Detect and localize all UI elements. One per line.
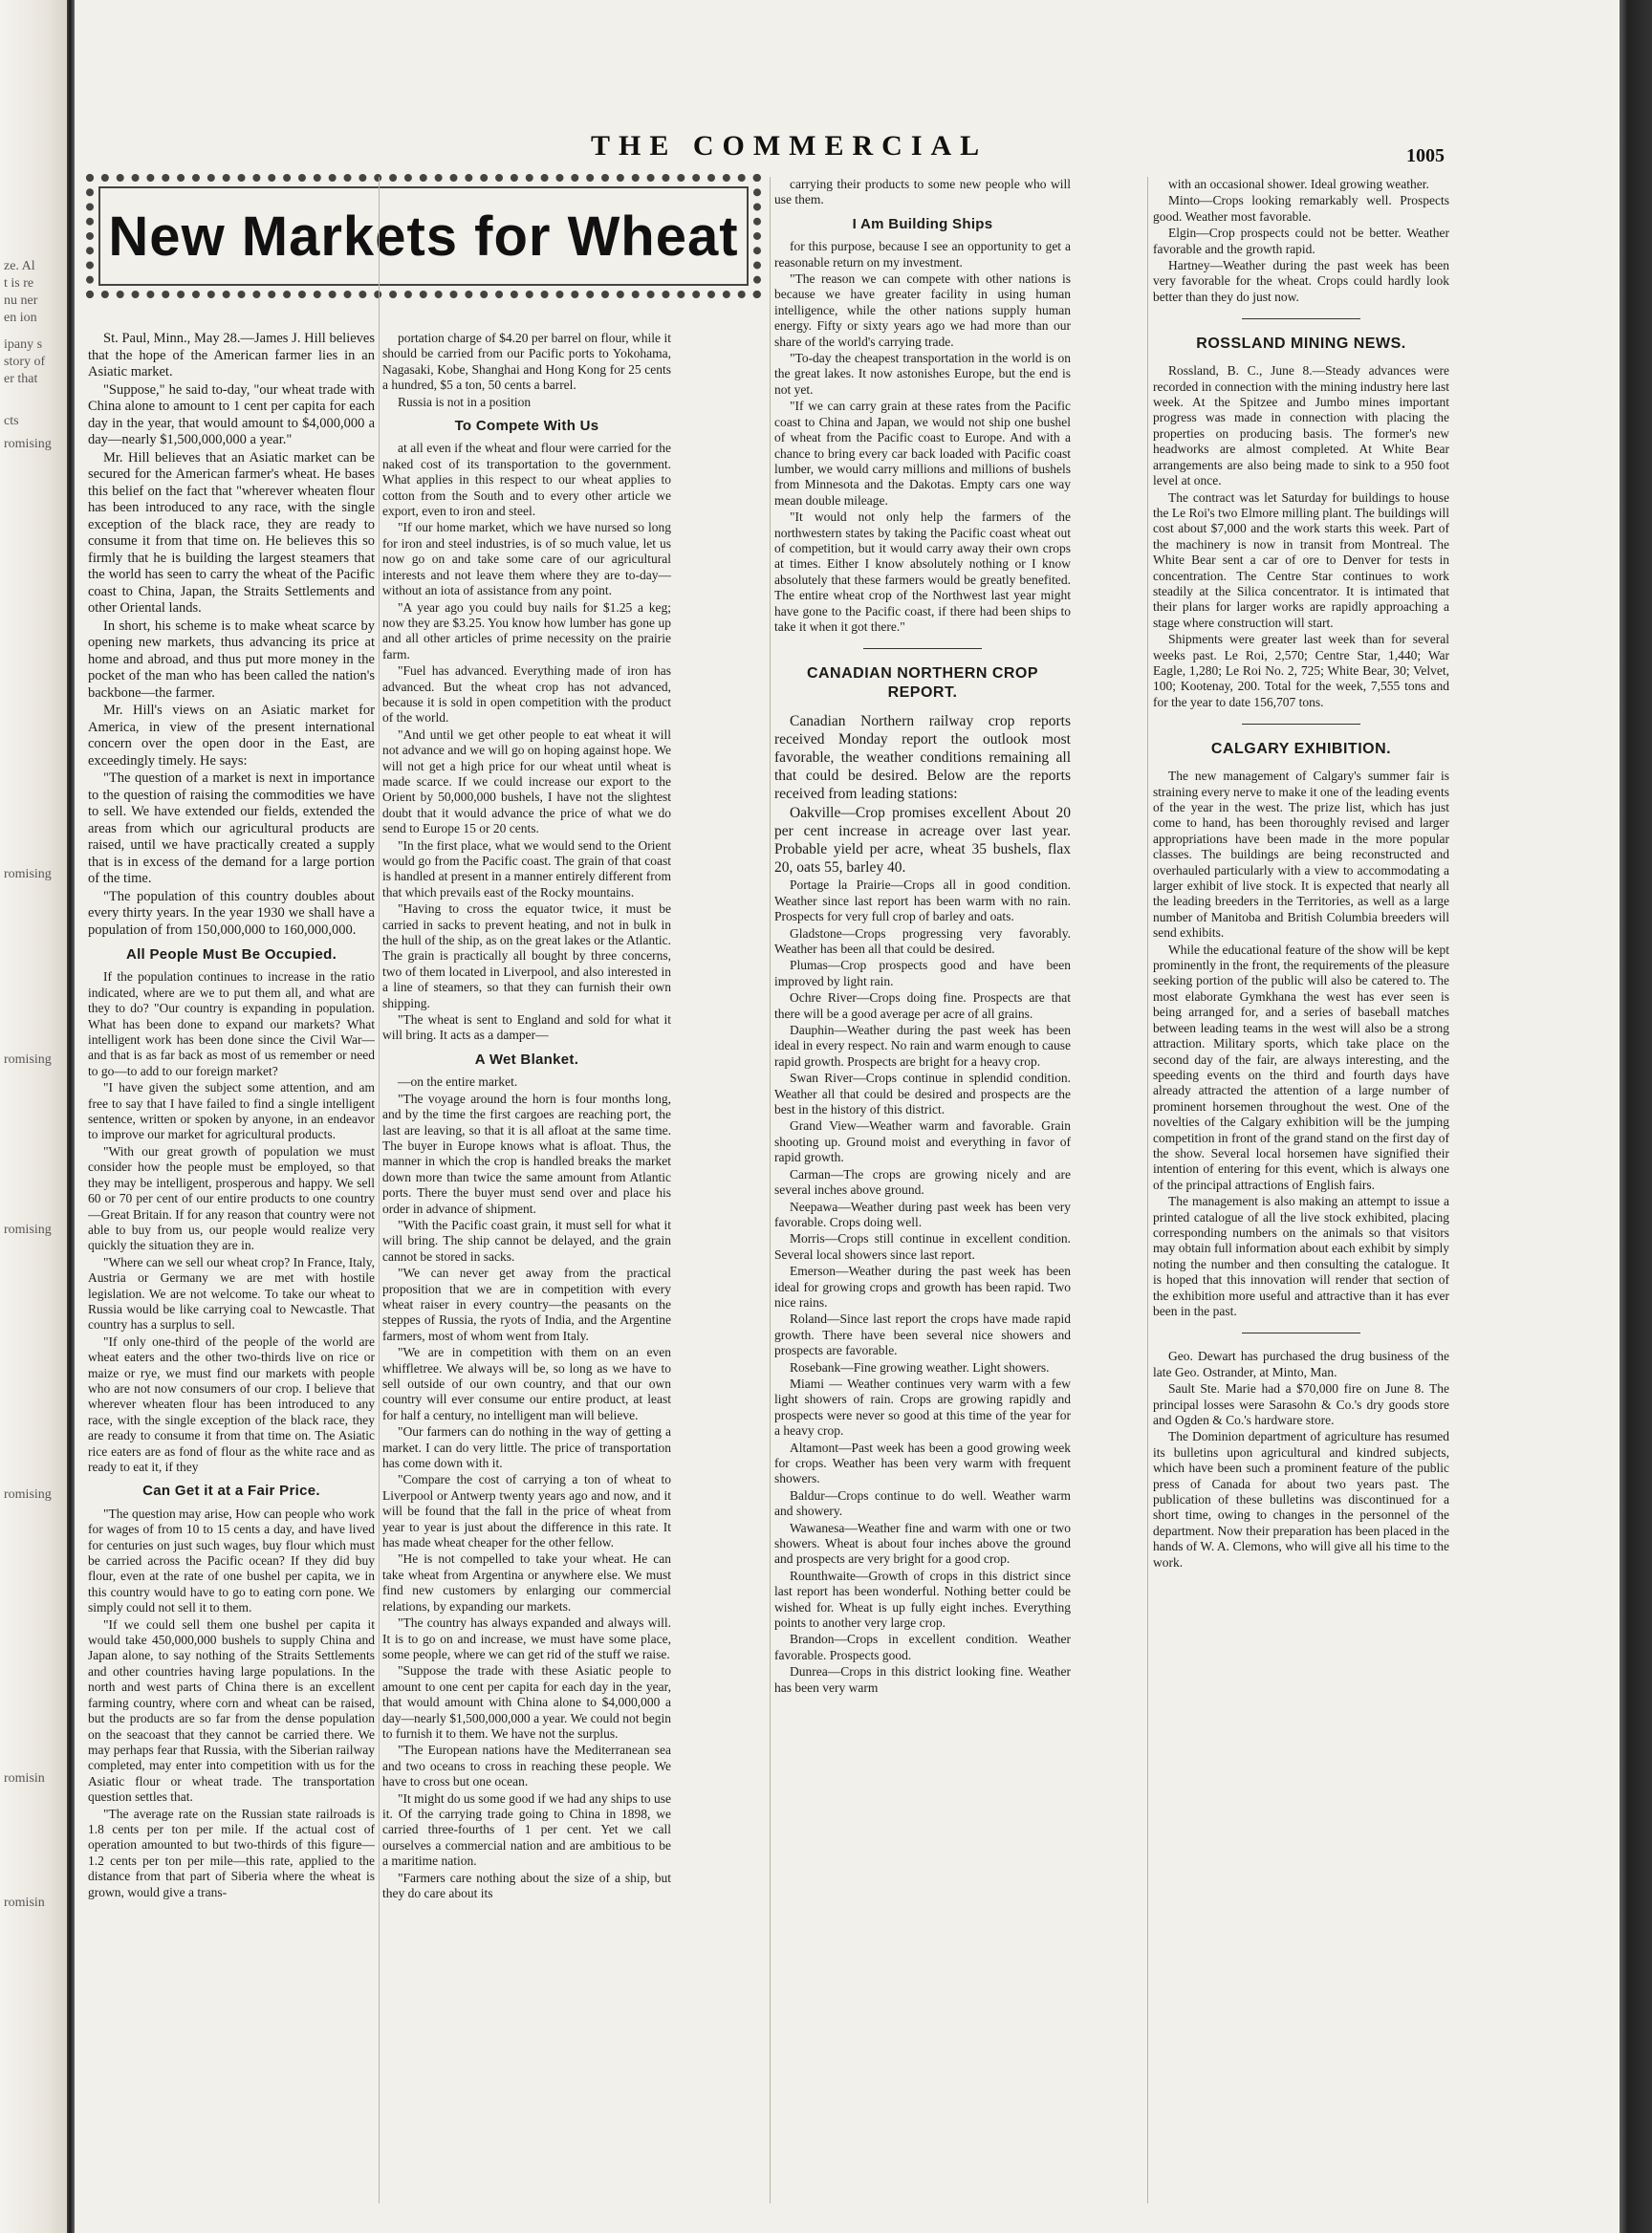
paragraph: If the population continues to increase in the ratio indicated, where are we to put them all, and what are they to do? "Our country is expanding in population. What has been done to expand our markets? What intelligent work has been done since the Civil War—and that is as far back as most of us remember or need to go—to add to our foreign market?	[88, 969, 375, 1078]
subheading-fair-price: Can Get it at a Fair Price.	[142, 1483, 320, 1500]
paragraph: "We are in competition with them on an even whiffletree. We always will be, so long as we have to sell outside of our own country, and that our own country will ever consume our entire product, at least for half a century, no intelligent man will believe.	[382, 1345, 671, 1422]
paragraph: "If only one-third of the people of the world are wheat eaters and the other two-thirds live on rice or maize or rye, we must find our markets with people who are not now consumers of our crop. I believe that wherever wheaten flour has been introduced to any race, with the single exception of the black race, they are ready to consume it from that time on. The Asiatic rice eaters are as fond of flour as the white race and as ready to eat it, if they	[88, 1333, 375, 1474]
section-rule	[863, 648, 982, 649]
paragraph: "The reason we can compete with other nations is because we have greater facility in using human intelligence, while the other nations supply human energy. Fifty or sixty years ago we had more than our share of the world's carrying trade.	[774, 271, 1071, 349]
column-2	[382, 331, 671, 2208]
paragraph: Hartney—Weather during the past week has been very favorable for the wheat. Crops could hardly look better than they do just now.	[1153, 258, 1449, 304]
section-rule	[1242, 318, 1360, 319]
paragraph: The contract was let Saturday for buildings to house the Le Roi's two Elmore milling plant. The buildings will cost about $7,000 and the work starts this week. Part of the machinery is now in transit from Montreal. The White Bear sent a car of ore to Denver for tests in concentration. The Centre Star continues to work steadily at the Silica concentrator. It is intimated that their plans for larger works are rapidly approaching a stage where construction will start.	[1153, 489, 1449, 630]
binding-fragment: en ion	[4, 311, 37, 325]
paragraph: Minto—Crops looking remarkably well. Prospects good. Weather most favorable.	[1153, 193, 1449, 224]
paragraph: Canadian Northern railway crop reports received Monday report the outlook most favorable, the weather conditions remaining all that could be desired. Below are the reports received from leading stations:	[774, 713, 1071, 803]
binding-fragment: romising	[4, 1487, 52, 1502]
paragraph: "Suppose," he said to-day, "our wheat trade with China alone to amount to 1 cent per capita for each day in the year, that would amount to $4,000,000 a day—nearly $1,500,000,000 a year."	[88, 381, 375, 447]
paragraph: Rosebank—Fine growing weather. Light showers.	[790, 1359, 1050, 1375]
column-rule	[379, 177, 380, 2203]
binding-fragment: cts	[4, 414, 19, 428]
paragraph: Roland—Since last report the crops have made rapid growth. There have been several nice showers and prospects are favorable.	[774, 1312, 1071, 1358]
paragraph: "The population of this country doubles about every thirty years. In the year 1930 we shall have a population of from 150,000,000 to 160,000,000.	[88, 888, 375, 938]
article-title-box	[86, 174, 761, 298]
paragraph: "Suppose the trade with these Asiatic people to amount to one cent per capita for each day in the year, that would amount with China alone to $4,000,000 a day—nearly $1,500,000,000 a year. We could not begin to furnish it to them. We have not the surplus.	[382, 1663, 671, 1741]
paragraph: Gladstone—Crops progressing very favorably. Weather has been all that could be desired.	[774, 925, 1071, 956]
binding-fragment: romising	[4, 1223, 52, 1237]
paragraph: "The question may arise, How can people who work for wages of from 10 to 15 cents a day, and have lived for centuries on just such wages, buy flour which must be carried across the Pacific ocean? If they did buy flour, even at the rate of one bushel per capita, we in this country would have to go to eating corn pone. We simply could not sell it to them.	[88, 1506, 375, 1615]
paragraph: Grand View—Weather warm and favorable. Grain shooting up. Ground moist and everything in favor of rapid growth.	[774, 1118, 1071, 1165]
paragraph: "Compare the cost of carrying a ton of wheat to Liverpool or Antwerp twenty years ago and now, and it will be found that the fall in the price of wheat from year to year is just about the difference in this rate. It has made wheat cheaper for the other fellow.	[382, 1472, 671, 1550]
paragraph: "The voyage around the horn is four months long, and by the time the first cargoes are reaching port, the last are leaving, so that it is all afloat at the same time. The buyer in Europe knows what is afloat. Thus, the manner in which the crop is handled breaks the market down more than twice the same amount from Atlantic ports. There the buyer must send over and place his order in advance of shipment.	[382, 1091, 671, 1216]
paragraph: "The wheat is sent to England and sold for what it will bring. It acts as a damper—	[382, 1012, 671, 1043]
column-rule	[770, 177, 771, 2203]
paragraph: "With the Pacific coast grain, it must sell for what it will bring. The ship cannot be delayed, and the grain cannot be stored in sacks.	[382, 1217, 671, 1264]
paragraph: Rossland, B. C., June 8.—Steady advances were recorded in connection with the mining industry here last week. At the Spitzee and Jumbo mines important progress was made in connection with placing the properties on producing basis. The former's new headworks are almost completed. At White Bear arrangements are also being made to sink to a 950 foot level at once.	[1153, 363, 1449, 488]
paragraph: Emerson—Weather during the past week has been ideal for growing crops and growth has been rapid. Two nice rains.	[774, 1264, 1071, 1310]
right-edge-shadow	[1619, 0, 1652, 2233]
binding-margin-strip	[0, 0, 67, 2233]
paragraph: Altamont—Past week has been a good growing week for crops. Weather has been very warm with frequent showers.	[774, 1440, 1071, 1486]
binding-fragment: romising	[4, 1052, 52, 1067]
paragraph: "The question of a market is next in importance to the question of raising the commodities we have to sell. We have extended our fields, extended the areas from which our agricultural products are raised, until we have practically created a supply that is in excess of the demand for a large portion of the time.	[88, 770, 375, 886]
paragraph: Morris—Crops still continue in excellent condition. Several local showers since last report.	[774, 1231, 1071, 1262]
column-3	[774, 177, 1071, 2208]
paragraph: "It might do us some good if we had any ships to use it. Of the carrying trade going to China in 1898, we carried three-fourths of 1 per cent. Yet we call ourselves a commercial nation and are ambitious to be a maritime nation.	[382, 1790, 671, 1869]
binding-fragment: romising	[4, 867, 52, 881]
paragraph: "The average rate on the Russian state railroads is 1.8 cents per ton per mile. If the actual cost of operation amounted to but two-thirds of this figure—1.2 cents per ton per mile—this rate, applied to the distance from that part of Siberia where the wheat is grown, would give a trans-	[88, 1806, 375, 1899]
article-title: New Markets for Wheat	[108, 205, 739, 268]
paragraph: Geo. Dewart has purchased the drug business of the late Geo. Ostrander, at Minto, Man.	[1153, 1349, 1449, 1379]
paragraph: "Farmers care nothing about the size of a ship, but they do care about its	[382, 1870, 671, 1900]
binding-fragment: ze. Al	[4, 259, 35, 273]
subheading-occupied: All People Must Be Occupied.	[125, 946, 337, 963]
paragraph: The Dominion department of agriculture has resumed its bulletins upon agricultural and kindred subjects, which have been such a prominent feature of the public press of Canada for about two years past. The publication of these bulletins was discontinued for a short time, owing to changes in the personnel of the department. Now their preparation has been placed in the hands of W. A. Clemons, who will give all his time to the work.	[1153, 1429, 1449, 1570]
paragraph: "It would not only help the farmers of the northwestern states by taking the Pacific coast wheat out of competition, but it would carry away their own crops at times. Either I know absolutely nothing or I know absolutely that these farmers would be greatly benefited. The entire wheat crop of the Northwest last year might have gone to the Pacific coast, if there had been ships to take it when it got there."	[774, 509, 1071, 634]
paragraph: "The country has always expanded and always will. It is to go on and increase, we must have some place, some people, where we can get rid of the stuff we raise.	[382, 1615, 671, 1661]
paragraph: "In the first place, what we would send to the Orient would go from the Pacific coast. The grain of that coast is handled at present in a manner entirely different from that which prevails east of the Rocky mountains.	[382, 837, 671, 900]
paragraph: Brandon—Crops in excellent condition. Weather favorable. Prospects good.	[774, 1632, 1071, 1662]
paragraph: "If we can carry grain at these rates from the Pacific coast to China and Japan, we would not ship one bushel of wheat from the Pacific coast to Europe. And with a chance to bring every car back loaded with Pacific coast lumber, we would carry millions and millions of bushels from Minnesota and the Dakotas. Empty cars one way mean double mileage.	[774, 399, 1071, 508]
crop-report-lead	[774, 712, 1071, 877]
crop-report-heading: CANADIAN NORTHERN CROP REPORT.	[806, 665, 1039, 702]
binding-fragment: er that	[4, 372, 38, 386]
paragraph: with an occasional shower. Ideal growing weather.	[1168, 177, 1429, 191]
paragraph: Elgin—Crop prospects could not be better. Weather favorable and the growth rapid.	[1153, 226, 1449, 256]
paragraph: Dauphin—Weather during the past week has been ideal in every respect. No rain and warm enough to cause rapid growth. Prospects are bright for a heavy crop.	[774, 1023, 1071, 1069]
binding-fragment: romising	[4, 437, 52, 451]
paragraph: Mr. Hill believes that an Asiatic market can be secured for the American farmer's wheat. He bases this belief on the fact that "wherever wheaten flour has been introduced to any race, with the single exception of the black race, they are ready to consume it from that time on. He believes this so firmly that he is building the largest steamers that the world has seen to carry the wheat of the Pacific coast to China, Japan, the Straits Settlements and other Oriental lands.	[88, 449, 375, 616]
paragraph: "If our home market, which we have nursed so long for iron and steel industries, is of so much value, let us now go on and take some care of our agricultural interests and not leave them where they are to-day—without an iota of assistance from any point.	[382, 520, 671, 598]
newspaper-page	[75, 0, 1614, 2233]
paragraph: Sault Ste. Marie had a $70,000 fire on June 8. The principal losses were Sarasohn & Co.'s dry goods store and Ogden & Co.'s hardware store.	[1153, 1381, 1449, 1428]
paragraph: "Where can we sell our wheat crop? In France, Italy, Austria or Germany we are met with hostile legislation. We are not welcome. To take our wheat to Russia would be like carrying coal to Newcastle. That country has a surplus to sell.	[88, 1254, 375, 1333]
paragraph: Neepawa—Weather during past week has been very favorable. Crops doing well.	[774, 1199, 1071, 1229]
paragraph: St. Paul, Minn., May 28.—James J. Hill believes that the hope of the American farmer lies in an Asiatic market.	[88, 331, 375, 379]
binding-fragment: t is re	[4, 276, 34, 291]
paragraph: "Fuel has advanced. Everything made of iron has advanced. But the wheat crop has not advanced, because it is sold in open competition with the product of the world.	[382, 663, 671, 726]
rossland-heading: ROSSLAND MINING NEWS.	[1196, 336, 1406, 353]
paragraph: "We can never get away from the practical proposition that we are in competition with every wheat raiser in every country—the peasants on the steppes of Russia, the ryots of India, and the Argentine farmers, most of whom went from Italy.	[382, 1266, 671, 1343]
paragraph: The new management of Calgary's summer fair is straining every nerve to make it one of the leading events of the year in the west. The prize list, which has just come to hand, has been thoroughly revised and larger appropriations have been made in the more popular classes. The buildings are being reconstructed and overhauled particularly with a view to accommodating a larger exhibit of live stock. It is expected that nearly all the leading breeders in the Territories, as well as a large number of Manitoba and British Columbia breeders will send exhibits.	[1153, 769, 1449, 941]
paragraph: Wawanesa—Weather fine and warm with one or two showers. Wheat is about four inches above the ground and prospects are very bright for a good crop.	[774, 1520, 1071, 1567]
paragraph: Ochre River—Crops doing fine. Prospects are that there will be a good average per acre of all grains.	[774, 990, 1071, 1021]
column-4	[1153, 177, 1449, 2208]
calgary-heading: CALGARY EXHIBITION.	[1210, 741, 1392, 758]
paragraph: carrying their products to some new people who will use them.	[774, 177, 1071, 207]
paragraph: "Our farmers can do nothing in the way of getting a market. I can do very little. The price of transportation has come down with it.	[382, 1424, 671, 1471]
column-1	[88, 331, 375, 2208]
binding-fragment: nu ner	[4, 293, 38, 308]
paragraph: Oakville—Crop promises excellent About 20 per cent increase in acreage over last year. Probable yield per acre, wheat 35 bushels, flax 20, oats 55, barley 40.	[774, 805, 1071, 877]
paragraph: Carman—The crops are growing nicely and are several inches above ground.	[774, 1166, 1071, 1198]
paragraph: "Having to cross the equator twice, it must be carried in sacks to prevent heating, and not in bulk in the hull of the ship, as on the great lakes or the Atlantic. The grain is practically all bought by three concerns, two of them located in Liverpool, and also interested in a line of steamers, so that they can furnish their own shipping.	[382, 901, 671, 1010]
paragraph: "A year ago you could buy nails for $1.25 a keg; now they are $3.25. You know how lumber has gone up and all other articles of prime necessity on the prairie farm.	[382, 599, 671, 661]
binding-fragment: romisin	[4, 1896, 45, 1910]
subheading-building-ships: I Am Building Ships	[852, 215, 993, 232]
paragraph: Plumas—Crop prospects good and have been improved by light rain.	[774, 958, 1071, 988]
paragraph: The management is also making an attempt to issue a printed catalogue of all the live stock exhibited, placing corresponding numbers on the animals so that visitors may obtain full information about each exhibit by simply noting the number and then consulting the catalogue. It is hoped that this innovation will render that section of the exhibition more useful and attractive than it has ever been in the past.	[1153, 1194, 1449, 1318]
binding-fragment: story of	[4, 355, 46, 369]
paragraph: "If we could sell them one bushel per capita it would take 450,000,000 bushels to supply China and Japan alone, to say nothing of the Straits Settlements and other countries having large populations. In the north and west parts of China there is an excellent farming country, where corn and wheat can be raised, but the products are so far from the dense population on the seacoast that they cannot be carried there. We may perhaps fear that Russia, with the Siberian railway completed, may enter into competition with us for the Asiatic flour or wheat trade. The transportation question settles that.	[88, 1616, 375, 1805]
paragraph: While the educational feature of the show will be kept prominently in the front, the requirements of the pleasure seeking portion of the public will also be catered to. The most elaborate Gymkhana the west has ever seen is being arranged for, and a series of baseball matches between leading teams in the west will also be a strong attraction. Military sports, which take place on the second day of the fair, are always interesting, and the speeding events on the third and fourth days have already attracted the attention of a large number of prominent horsemen throughout the west. One of the novelties of the Calgary exhibition will be the jumping competition in front of the grand stand on the first day of the show. Several local horsemen have signified their intention of entering for this event, which is always one of the principal attractions of English fairs.	[1153, 942, 1449, 1192]
binding-fragment: romisin	[4, 1771, 45, 1786]
running-head: THE COMMERCIAL	[591, 130, 989, 162]
paragraph: Swan River—Crops continue in splendid condition. Weather all that could be desired and prospects are the best in the history of this district.	[774, 1071, 1071, 1117]
binding-fragment: ipany s	[4, 337, 43, 352]
paragraph: Russia is not in a position	[398, 394, 532, 409]
subheading-compete: To Compete With Us	[454, 418, 599, 435]
paragraph: for this purpose, because I see an opportunity to get a reasonable return on my investment.	[774, 239, 1071, 270]
paragraph: "He is not compelled to take your wheat. He can take wheat from Argentina or anywhere else. We must find new customers by enlarging our commercial relations, by expanding our markets.	[382, 1551, 671, 1614]
paragraph: Dunrea—Crops in this district looking fine. Weather has been very warm	[774, 1664, 1071, 1695]
subheading-wet-blanket: A Wet Blanket.	[474, 1051, 579, 1068]
page-gutter-shadow	[67, 0, 75, 2233]
paragraph: "The European nations have the Mediterranean sea and two oceans to cross in reaching these people. We have to cross but one ocean.	[382, 1743, 671, 1789]
page-number: 1005	[1406, 145, 1445, 166]
paragraph: —on the entire market.	[398, 1074, 518, 1090]
paragraph: at all even if the wheat and flour were carried for the naked cost of its transportation to the government. What applies in this respect to our wheat applies to cotton from the South and to every other article we export, even to iron and steel.	[382, 441, 671, 519]
column-rule	[1147, 177, 1148, 2203]
paragraph: "To-day the cheapest transportation in the world is on the great lakes. It now astonishes Europe, but the end is not yet.	[774, 351, 1071, 397]
paragraph: Rounthwaite—Growth of crops in this district since last report has been wonderful. Nothing better could be wished for. Wheat is up fully eight inches. Everything points to another very large crop.	[774, 1568, 1071, 1631]
paragraph: Portage la Prairie—Crops all in good condition. Weather since last report has been warm with no rain. Prospects for very full crop of barley and oats.	[774, 878, 1071, 924]
paragraph: Miami — Weather continues very warm with a few light showers of rain. Crops are growing rapidly and prospects were never so good at this time of the year for a heavy crop.	[774, 1376, 1071, 1439]
paragraph: "And until we get other people to eat wheat it will not advance and we will go on hoping against hope. We will not get a high price for our wheat until wheat is made scarce. If we could increase our export to the Orient by 50,000,000 bushels, I have not the slightest doubt that it would advance the price of what we do send to Europe 15 or 20 cents.	[382, 726, 671, 836]
paragraph: "I have given the subject some attention, and am free to say that I have failed to find a single intelligent sentence, written or spoken by anyone, in an endeavor to improve our market for agricultural products.	[88, 1080, 375, 1142]
paragraph: In short, his scheme is to make wheat scarce by opening new markets, thus advancing its price at home and abroad, and thus put more money in the pocket of the man who has been called the nation's backbone—the farmer.	[88, 618, 375, 701]
wheat-article-lead	[88, 331, 375, 939]
paragraph: "With our great growth of population we must consider how the people must be employed, so that they may be intelligent, prosperous and happy. We sell 60 or 70 per cent of our entire products to one country—Great Britain. If for any reason that country were not able to buy from us, our people would realize very quickly the situation they are in.	[88, 1143, 375, 1253]
section-rule	[1242, 724, 1360, 725]
paragraph: Baldur—Crops continue to do well. Weather warm and showery.	[774, 1487, 1071, 1519]
paragraph: Shipments were greater last week than for several weeks past. Le Roi, 2,570; Centre Star, 1,440; War Eagle, 1,280; Le Roi No. 2, 725; White Bear, 30; Velvet, 100; Kootenay, 200. Total for the week, 7,555 tons and for the year to date 156,707 tons.	[1153, 632, 1449, 709]
paragraph: portation charge of $4.20 per barrel on flour, while it should be carried from our Pacific ports to Yokohama, Nagasaki, Kobe, Shanghai and Hong Kong for 25 cents a hundred, $5 a ton, 50 cents a barrel.	[382, 331, 671, 393]
paragraph: Mr. Hill's views on an Asiatic market for America, in view of the present international concern over the open door in the East, are exceedingly timely. He says:	[88, 703, 375, 769]
